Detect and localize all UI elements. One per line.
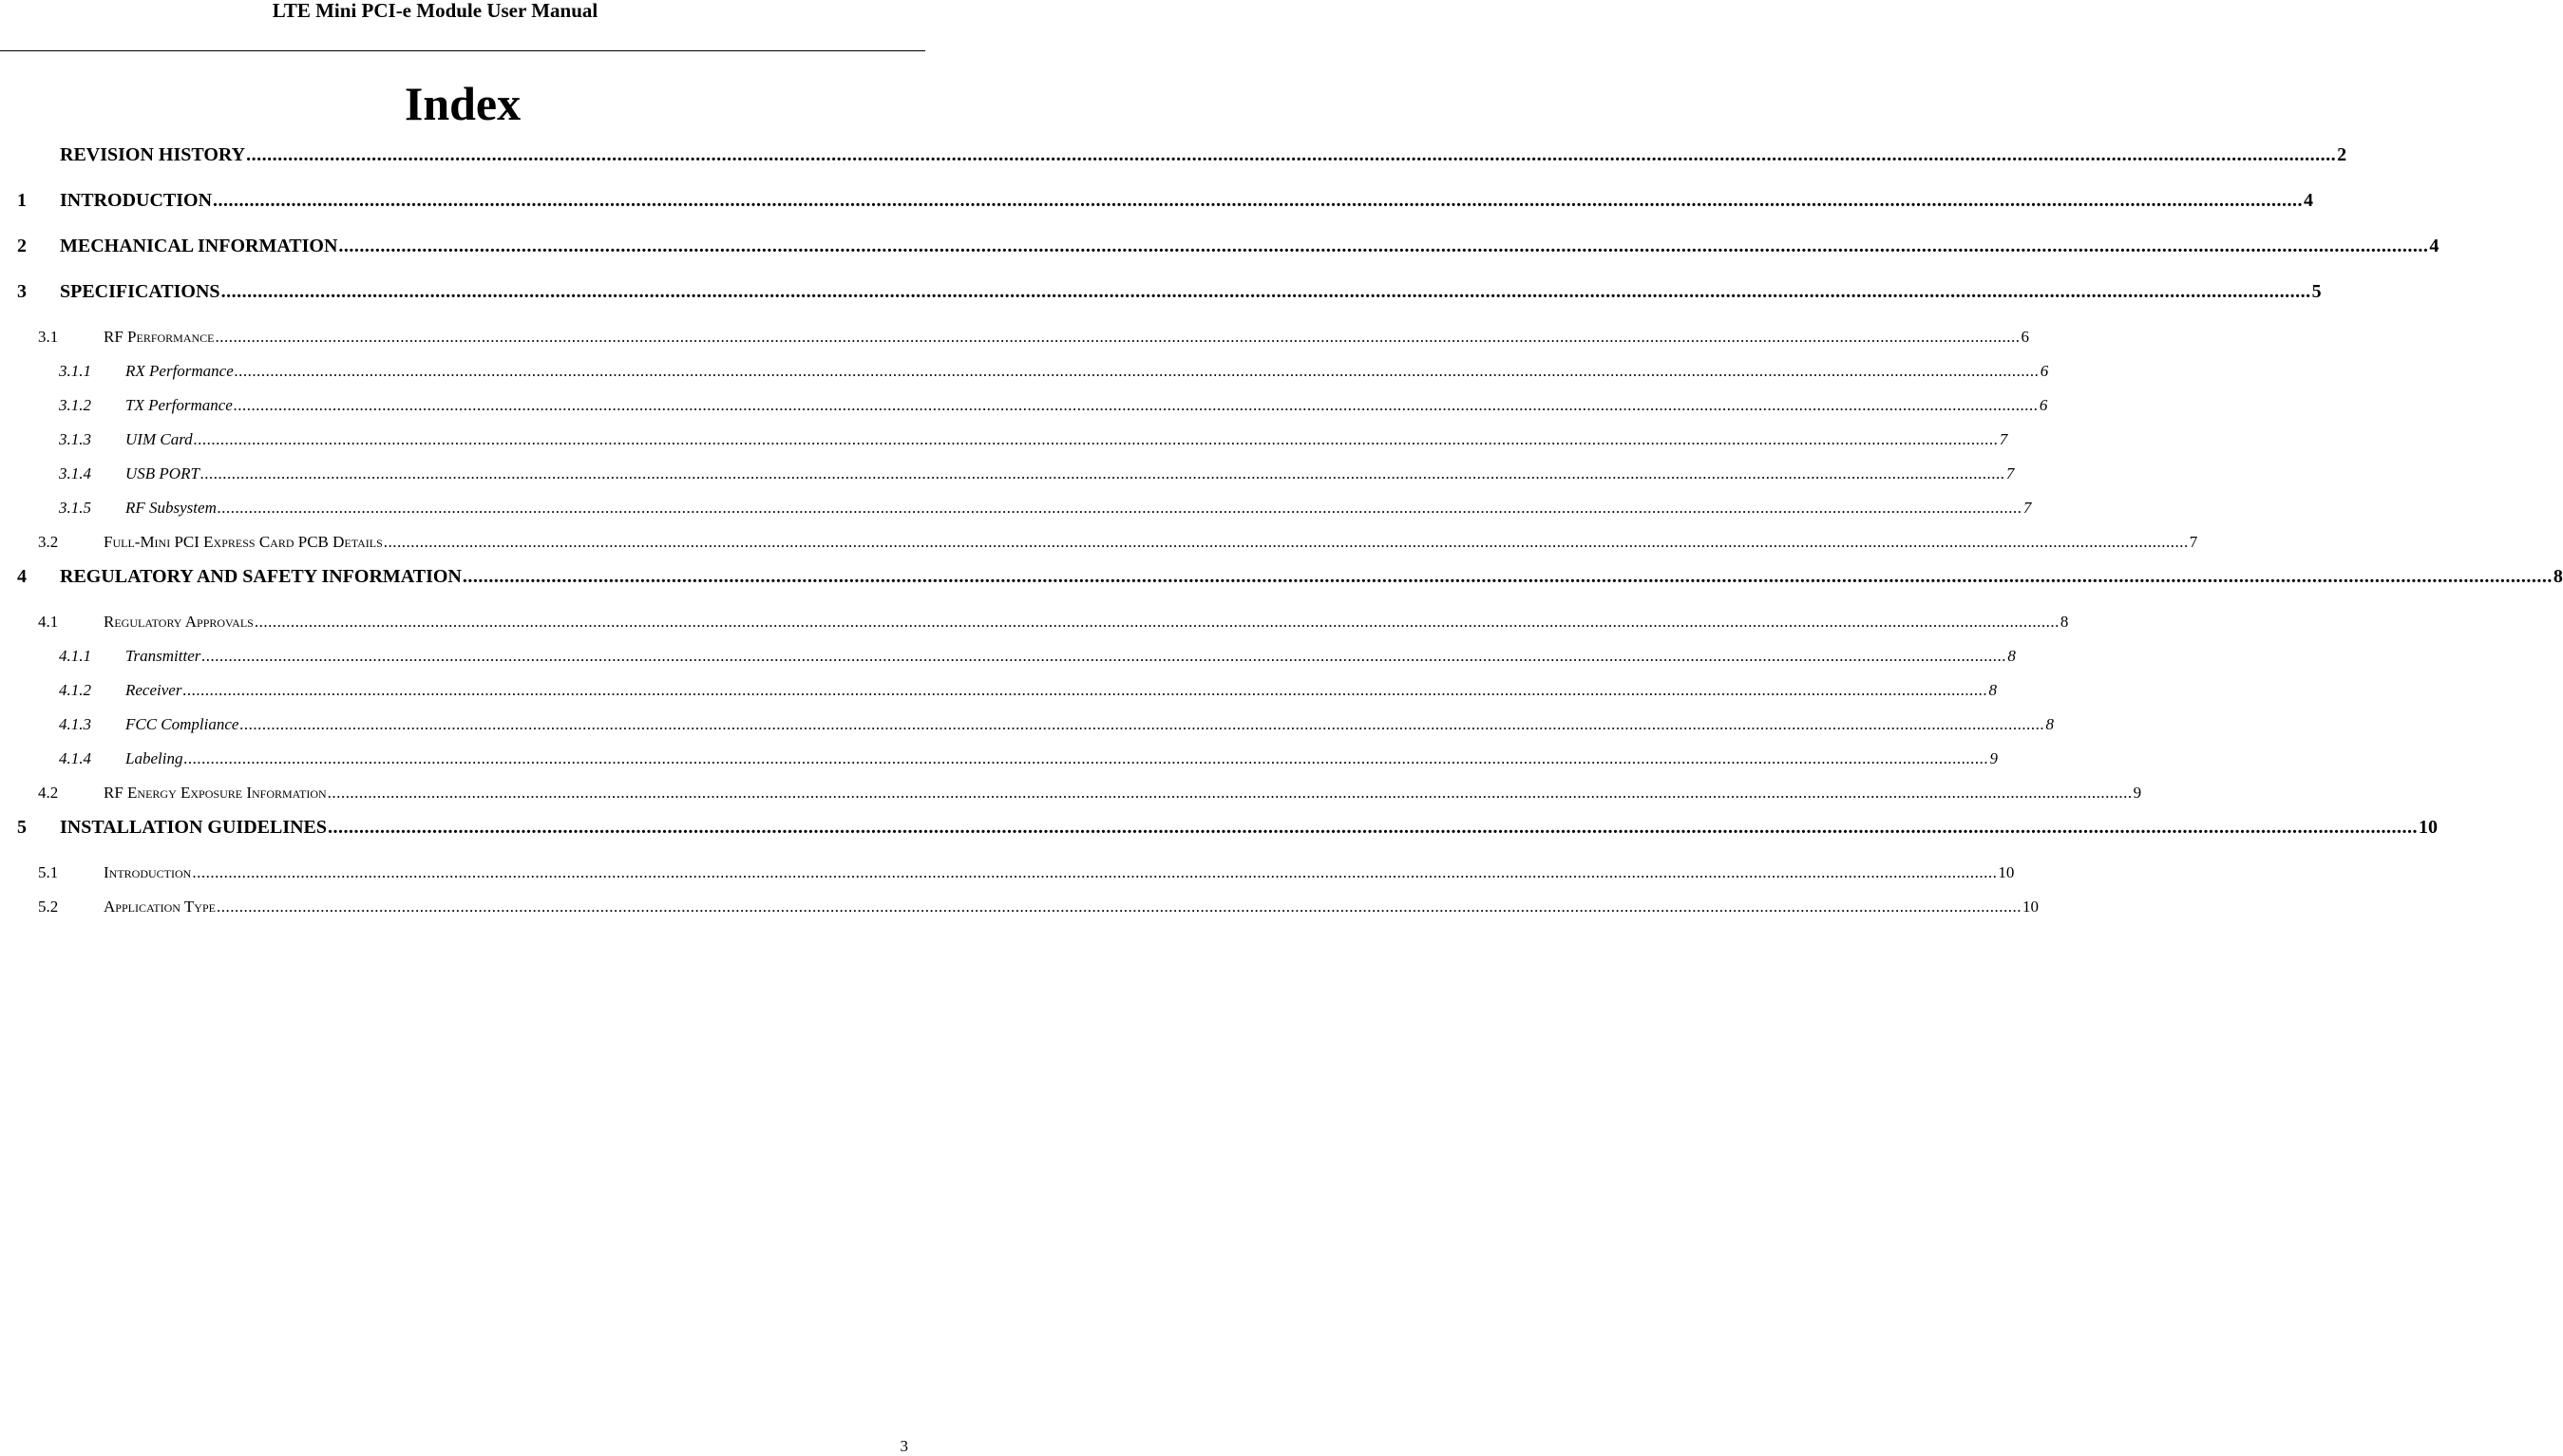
toc-entry-page: 8	[1988, 681, 1997, 699]
toc-entry-title: RX Performance	[125, 362, 234, 380]
toc-entry-title: Full-Mini PCI Express Card PCB Details	[104, 533, 383, 551]
page-number: 3	[900, 1437, 908, 1455]
toc-entry-number: 2	[17, 236, 27, 256]
header-divider	[0, 50, 925, 51]
toc-entry[interactable]	[0, 279, 2322, 304]
toc-entry[interactable]	[0, 897, 2039, 917]
toc-dot-leader: ................................................................................................................................................................................................................................................................................................................................................................................................................	[338, 236, 2429, 256]
toc-entry-page: 7	[1999, 430, 2008, 448]
toc-dot-leader: ................................................................................................................................................................................................................................................................................................................................................................................................................	[246, 144, 2337, 165]
toc-entry-number: 4.1.4	[59, 749, 91, 767]
toc-entry-number: 4.1.3	[59, 715, 91, 733]
toc-entry-title: USB PORT	[125, 464, 199, 482]
toc-entry-page: 6	[2021, 328, 2030, 346]
toc-entry-page: 10	[1998, 863, 2015, 881]
toc-entry[interactable]	[0, 815, 2439, 840]
toc-entry-page: 4	[2429, 236, 2440, 256]
toc-entry-title: SPECIFICATIONS	[60, 281, 220, 302]
toc-entry[interactable]	[0, 188, 2314, 213]
toc-entry[interactable]	[0, 748, 1998, 769]
toc-dot-leader: ................................................................................................................................................................................................................................................................................................................................................................................................................	[217, 499, 2022, 517]
toc-entry-title: TX Performance	[125, 396, 233, 414]
toc-dot-leader: ................................................................................................................................................................................................................................................................................................................................................................................................................	[201, 647, 2007, 665]
toc-entry-number: 3.1.2	[59, 396, 91, 414]
toc-entry-page: 6	[2039, 396, 2048, 414]
toc-dot-leader: ................................................................................................................................................................................................................................................................................................................................................................................................................	[220, 281, 2311, 302]
toc-entry-number: 3.1.4	[59, 464, 91, 482]
toc-entry[interactable]	[0, 142, 2347, 167]
toc-entry-title: FCC Compliance	[125, 715, 239, 733]
toc-dot-leader: ................................................................................................................................................................................................................................................................................................................................................................................................................	[182, 681, 1988, 699]
toc-entry-number: 3.2	[38, 533, 59, 551]
toc-entry-page: 6	[2040, 362, 2049, 380]
toc-entry[interactable]	[0, 327, 2030, 348]
toc-entry-title: Regulatory Approvals	[104, 613, 254, 631]
toc-entry[interactable]	[0, 234, 2440, 258]
toc-entry-page: 7	[2022, 499, 2032, 517]
toc-dot-leader: ................................................................................................................................................................................................................................................................................................................................................................................................................	[328, 817, 2419, 838]
toc-dot-leader: ................................................................................................................................................................................................................................................................................................................................................................................................................	[193, 430, 1999, 448]
toc-entry-page: 8	[2007, 647, 2016, 665]
toc-entry-title: INTRODUCTION	[60, 190, 213, 211]
toc-entry-page: 4	[2304, 190, 2314, 211]
toc-entry-number: 3.1.1	[59, 362, 91, 380]
toc-entry-number: 5	[17, 817, 27, 838]
toc-entry-title: RF Performance	[104, 328, 215, 346]
toc-entry-number: 4.1.2	[59, 681, 91, 699]
toc-entry[interactable]	[0, 498, 2032, 519]
toc-entry-title: INSTALLATION GUIDELINES	[60, 817, 328, 838]
toc-dot-leader: ................................................................................................................................................................................................................................................................................................................................................................................................................	[183, 749, 1989, 767]
toc-entry[interactable]	[0, 429, 2008, 450]
toc-entry-page: 10	[2022, 898, 2039, 916]
toc-entry-title: Transmitter	[125, 647, 201, 665]
toc-entry-page: 9	[1989, 749, 1998, 767]
toc-entry-number: 4.1.1	[59, 647, 91, 665]
toc-dot-leader: ................................................................................................................................................................................................................................................................................................................................................................................................................	[215, 328, 2021, 346]
toc-entry[interactable]	[0, 564, 2563, 589]
toc-entry[interactable]	[0, 680, 1997, 701]
toc-entry-title: Application Type	[104, 898, 216, 916]
toc-entry-page: 8	[2045, 715, 2054, 733]
toc-dot-leader: ................................................................................................................................................................................................................................................................................................................................................................................................................	[239, 715, 2045, 733]
toc-entry-number: 5.1	[38, 863, 59, 881]
toc-entry-title: UIM Card	[125, 430, 193, 448]
toc-entry-number: 3.1.3	[59, 430, 91, 448]
toc-entry-page: 8	[2553, 566, 2563, 587]
page-header-title: LTE Mini PCI-e Module User Manual	[272, 0, 598, 22]
toc-entry-number: 4	[17, 566, 27, 587]
toc-dot-leader: ................................................................................................................................................................................................................................................................................................................................................................................................................	[327, 784, 2133, 802]
toc-dot-leader: ................................................................................................................................................................................................................................................................................................................................................................................................................	[254, 613, 2060, 631]
toc-entry-title: RF Subsystem	[125, 499, 217, 517]
index-title: Index	[404, 77, 522, 130]
toc-entry[interactable]	[0, 532, 2198, 553]
toc-entry-page: 5	[2311, 281, 2322, 302]
toc-entry-page: 8	[2060, 613, 2069, 631]
toc-entry-title: REGULATORY AND SAFETY INFORMATION	[60, 566, 462, 587]
toc-entry-page: 9	[2133, 784, 2142, 802]
toc-dot-leader: ................................................................................................................................................................................................................................................................................................................................................................................................................	[199, 464, 2005, 482]
toc-entry-page: 7	[2005, 464, 2015, 482]
toc-dot-leader: ................................................................................................................................................................................................................................................................................................................................................................................................................	[383, 533, 2189, 551]
toc-dot-leader: ................................................................................................................................................................................................................................................................................................................................................................................................................	[192, 863, 1998, 881]
toc-entry-number: 4.2	[38, 784, 59, 802]
toc-dot-leader: ................................................................................................................................................................................................................................................................................................................................................................................................................	[216, 898, 2022, 916]
toc-dot-leader: ................................................................................................................................................................................................................................................................................................................................................................................................................	[213, 190, 2304, 211]
toc-entry[interactable]	[0, 862, 2015, 883]
toc-entry-number: 4.1	[38, 613, 59, 631]
toc-entry-number: 3.1	[38, 328, 59, 346]
toc-entry[interactable]	[0, 612, 2069, 633]
toc-entry-title: Receiver	[125, 681, 182, 699]
toc-entry-title: REVISION HISTORY	[60, 144, 246, 165]
toc-entry[interactable]	[0, 714, 2054, 735]
toc-entry[interactable]	[0, 361, 2049, 382]
toc-entry-page: 10	[2419, 817, 2439, 838]
toc-entry-title: Labeling	[125, 749, 183, 767]
toc-entry-number: 3	[17, 281, 27, 302]
toc-entry[interactable]	[0, 646, 2016, 667]
toc-entry-page: 7	[2189, 533, 2198, 551]
toc-entry[interactable]	[0, 395, 2048, 416]
toc-entry-number: 1	[17, 190, 27, 211]
toc-entry-title: MECHANICAL INFORMATION	[60, 236, 338, 256]
toc-entry[interactable]	[0, 783, 2142, 804]
toc-entry-page: 2	[2337, 144, 2347, 165]
toc-dot-leader: ................................................................................................................................................................................................................................................................................................................................................................................................................	[234, 362, 2040, 380]
toc-entry-title: Introduction	[104, 863, 192, 881]
toc-entry-title: RF Energy Exposure Information	[104, 784, 327, 802]
toc-dot-leader: ................................................................................................................................................................................................................................................................................................................................................................................................................	[233, 396, 2039, 414]
toc-entry-number: 3.1.5	[59, 499, 91, 517]
toc-dot-leader: ................................................................................................................................................................................................................................................................................................................................................................................................................	[462, 566, 2553, 587]
toc-entry-number: 5.2	[38, 898, 59, 916]
toc-entry[interactable]	[0, 463, 2015, 484]
